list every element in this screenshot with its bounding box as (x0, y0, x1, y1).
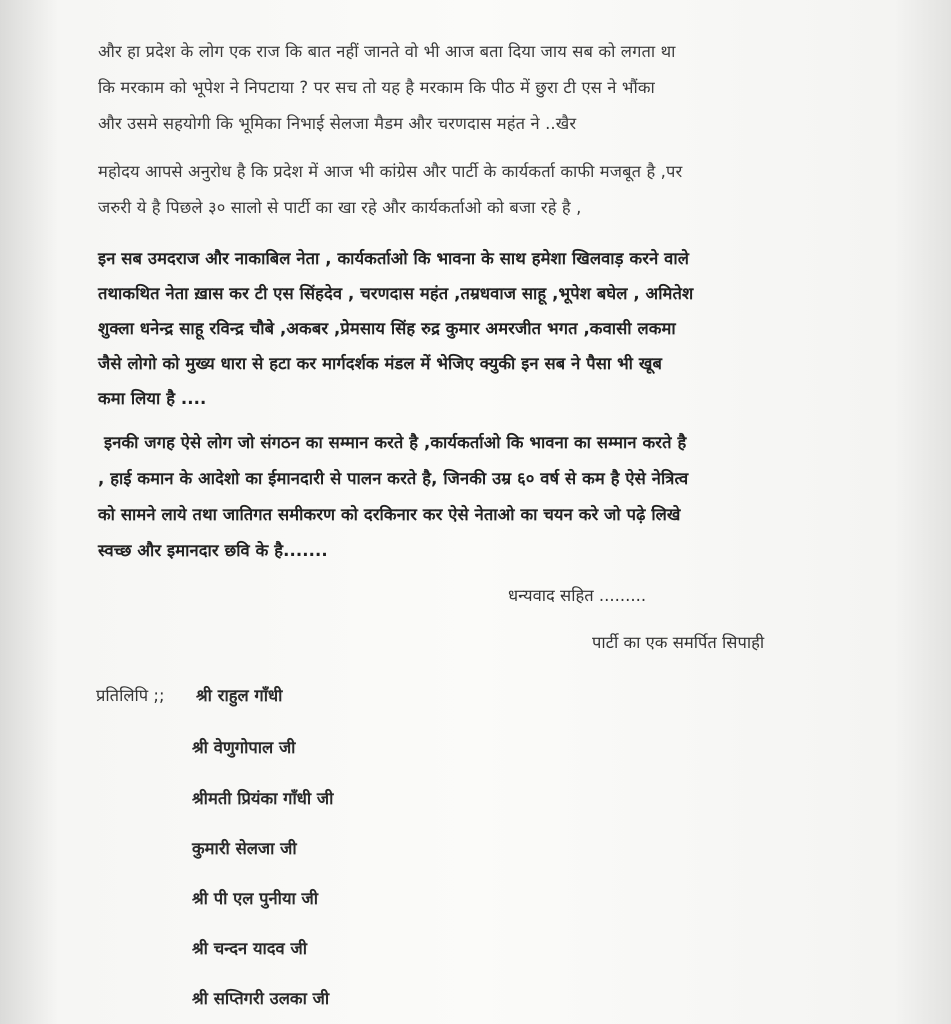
paragraph2-line2: जरुरी ये है पिछले ३० सालो से पार्टी का खा रहे और कार्यकर्ताओ को बजा रहे है , (98, 198, 582, 217)
page-edge-shadow (0, 0, 60, 1024)
paragraph3-line5: कमा लिया है .... (98, 389, 207, 408)
paragraph1-line3: और उसमे सहयोगी कि भूमिका निभाई सेलजा मैडम और चरणदास महंत ने ..खैर (98, 114, 577, 133)
cc-item-1: श्री राहुल गाँधी (196, 686, 283, 705)
cc-item-5: श्री पी एल पुनीया जी (192, 889, 319, 908)
cc-item-3: श्रीमती प्रियंका गाँधी जी (192, 789, 334, 808)
cc-item-4: कुमारी सेलजा जी (192, 839, 297, 858)
paragraph3-line2: तथाकथित नेता ख़ास कर टी एस सिंहदेव , चरणदास महंत ,तम्रधवाज साहू ,भूपेश बघेल , अमितेश (98, 284, 694, 303)
paragraph3-line3: शुक्ला धनेन्द्र साहू रविन्द्र चौबे ,अकबर ,प्रेमसाय सिंह रुद्र कुमार अमरजीत भगत ,कवासी लकमा (98, 319, 676, 338)
paragraph3-line1: इन सब उमदराज और नाकाबिल नेता , कार्यकर्ताओ कि भावना के साथ हमेशा खिलवाड़ करने वाले (98, 249, 690, 268)
paragraph4-line4: स्वच्छ और इमानदार छवि के है....... (98, 541, 328, 560)
paragraph4-line2: , हाई कमान के आदेशो का ईमानदारी से पालन करते है, जिनकी उम्र ६० वर्ष से कम है ऐसे नेत्रित्व (98, 469, 689, 488)
cc-item-2: श्री वेणुगोपाल जी (192, 738, 296, 757)
signature-text: पार्टी का एक समर्पित सिपाही (592, 633, 765, 652)
paragraph4-line3: को सामने लाये तथा जातिगत समीकरण को दरकिनार कर ऐसे नेताओ का चयन करे जो पढ़े लिखे (98, 505, 681, 524)
closing-text: धन्यवाद सहित ......... (508, 586, 647, 605)
cc-item-6: श्री चन्दन यादव जी (192, 939, 307, 958)
cc-label: प्रतिलिपि ;; (96, 686, 165, 705)
paragraph4-line1: इनकी जगह ऐसे लोग जो संगठन का सम्मान करते है ,कार्यकर्ताओ कि भावना का सम्मान करते है (104, 433, 687, 452)
paragraph1-line2: कि मरकाम को भूपेश ने निपटाया ? पर सच तो यह है मरकाम कि पीठ में छुरा टी एस ने भौंका (98, 78, 655, 97)
paragraph2-line1: महोदय आपसे अनुरोध है कि प्रदेश में आज भी कांग्रेस और पार्टी के कार्यकर्ता काफी मजबूत है ,पर (98, 162, 683, 181)
cc-item-7: श्री सप्तिगरी उलका जी (192, 989, 330, 1008)
paragraph3-line4: जैसे लोगो को मुख्य धारा से हटा कर मार्गदर्शक मंडल में भेजिए क्युकी इन सब ने पैसा भी खूब (98, 354, 663, 373)
paragraph1-line1: और हा प्रदेश के लोग एक राज कि बात नहीं जानते वो भी आज बता दिया जाय सब को लगता था (98, 42, 676, 61)
